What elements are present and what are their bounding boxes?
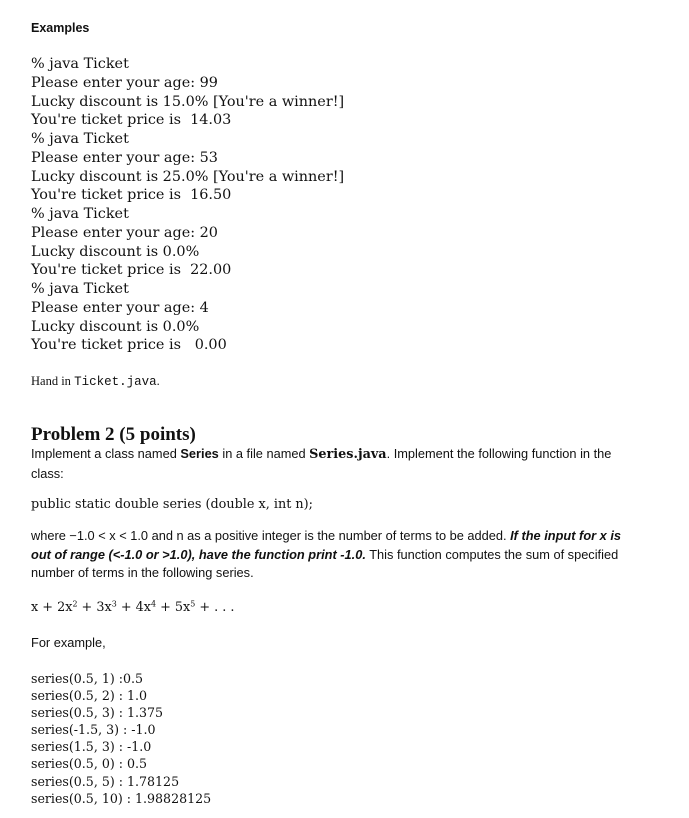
session-line: % java Ticket — [31, 206, 129, 222]
session-line: % java Ticket — [31, 131, 129, 147]
session-line: Lucky discount is 15.0% [You're a winner!] — [31, 93, 345, 110]
formula-term: x + 2x — [31, 600, 73, 615]
formula-term: + 5x — [156, 600, 191, 615]
example-line: series(0.5, 1) :0.5 — [31, 671, 144, 686]
series-examples — [31, 670, 211, 807]
session-line: Lucky discount is 0.0% — [31, 318, 200, 335]
example-line: series(1.5, 3) : -1.0 — [31, 739, 152, 755]
session-line: % java Ticket — [31, 281, 129, 297]
examples-heading: Examples — [31, 21, 90, 35]
formula-term: + . . . — [195, 600, 235, 615]
example-line: series(0.5, 2) : 1.0 — [31, 688, 148, 704]
intro-text: Implement a class named — [31, 446, 181, 461]
intro-text: in a file named — [218, 446, 310, 461]
series-formula — [31, 600, 234, 615]
example-line: series(-1.5, 3) : -1.0 — [31, 722, 156, 738]
hand-in-prefix: Hand in — [31, 374, 75, 388]
out-of-range-rule: If the input for x is out of range (<-1.0 or >1.0), have the function print -1.0. — [31, 528, 622, 562]
example-line: series(0.5, 10) : 1.98828125 — [31, 790, 212, 806]
session-line: Please enter your age: 99 — [31, 74, 218, 91]
problem-2-title: Problem 2 (5 points) — [31, 424, 196, 445]
session-line: You're ticket price is 14.03 — [31, 112, 232, 129]
session-transcript — [31, 55, 344, 355]
problem-2-description — [31, 527, 641, 583]
session-line: Please enter your age: 4 — [31, 299, 209, 316]
session-line: You're ticket price is 16.50 — [31, 187, 232, 204]
session-line: Please enter your age: 20 — [31, 224, 218, 241]
session-line: You're ticket price is 22.00 — [31, 262, 232, 279]
formula-exponent: 4 — [150, 599, 157, 609]
hand-in-file: Ticket.java — [74, 375, 157, 389]
session-line: You're ticket price is 0.00 — [31, 337, 227, 354]
session-line: Lucky discount is 25.0% [You're a winner!] — [31, 168, 345, 185]
session-line: Please enter your age: 53 — [31, 149, 218, 166]
problem-2-intro — [31, 445, 641, 483]
class-name: Series — [180, 446, 219, 461]
formula-term: + 4x — [116, 600, 151, 615]
example-line: series(0.5, 5) : 1.78125 — [31, 773, 180, 789]
formula-term: + 3x — [77, 600, 112, 615]
file-name: Series.java — [309, 447, 387, 462]
description-text: where −1.0 < x < 1.0 and n as a positive integer is the number of terms to be added. — [31, 528, 511, 543]
formula-exponent: 3 — [111, 599, 117, 609]
example-line: series(0.5, 0) : 0.5 — [31, 756, 148, 772]
function-signature: public static double series (double x, int n); — [31, 497, 313, 512]
description-text: This function computes the sum of specified number of terms in the following series. — [31, 546, 619, 580]
intro-text: . Implement the following function in the class: — [31, 446, 612, 481]
formula-exponent: 5 — [190, 599, 196, 609]
example-line: series(0.5, 3) : 1.375 — [31, 705, 164, 721]
session-line: Lucky discount is 0.0% — [31, 243, 200, 260]
for-example-label: For example, — [31, 635, 106, 650]
formula-exponent: 2 — [72, 599, 78, 609]
session-line: % java Ticket — [31, 56, 129, 72]
hand-in-note — [31, 374, 160, 389]
hand-in-suffix: . — [156, 374, 160, 388]
